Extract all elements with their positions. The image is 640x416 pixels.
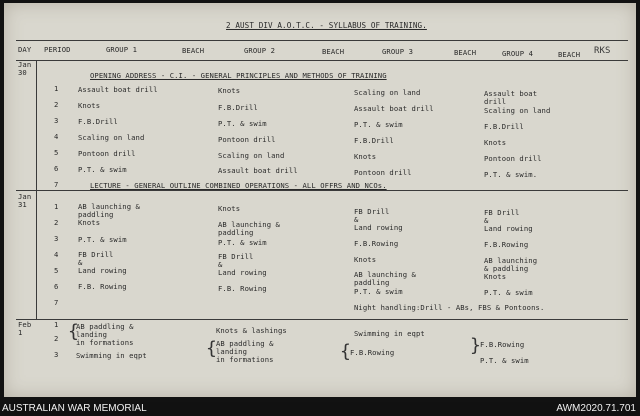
day1-g1-p5: Pontoon drill xyxy=(78,149,136,158)
day1-g3-p3: P.T. & swim xyxy=(354,120,403,129)
archive-footer-bar xyxy=(0,402,640,416)
day3-period-2: 2 xyxy=(54,334,59,343)
document-title: 2 AUST DIV A.O.T.C. - SYLLABUS OF TRAINING. xyxy=(226,21,427,30)
day-column-rule-1 xyxy=(36,60,37,190)
day3-period-1: 1 xyxy=(54,320,59,329)
footer-accession-number: AWM2020.71.701 xyxy=(556,403,636,414)
day3-g2-brace: { xyxy=(206,338,217,359)
header-beach-4: BEACH xyxy=(558,50,581,59)
day2-g3-p1-2: FB Drill & Land rowing xyxy=(354,207,403,232)
day1-g2-p1: Knots xyxy=(218,86,241,95)
day2-g4-p3: F.B.Rowing xyxy=(484,240,529,249)
day3-g3-p1: Swimming in eqpt xyxy=(354,329,425,338)
header-group-3: GROUP 3 xyxy=(382,47,413,56)
day2-g1-p1: AB launching & paddling xyxy=(78,202,140,219)
day2-period-7: 7 xyxy=(54,298,59,307)
day2-period-3: 3 xyxy=(54,234,59,243)
day1-g4-p3: F.B.Drill xyxy=(484,122,524,131)
day1-g4-p4: Knots xyxy=(484,138,507,147)
day1-g2-p4: Pontoon drill xyxy=(218,135,276,144)
day1-period-1: 1 xyxy=(54,84,59,93)
day2-period-2: 2 xyxy=(54,218,59,227)
header-top-rule xyxy=(16,40,628,41)
day2-g2-p1: Knots xyxy=(218,204,241,213)
day2-g4-p4: AB launching & paddling xyxy=(484,256,538,273)
day2-g1-p4-5: FB Drill & Land rowing xyxy=(78,250,127,275)
day2-period-4: 4 xyxy=(54,250,59,259)
day3-g3-p2-3: F.B.Rowing xyxy=(350,348,395,357)
day2-g3-p3: F.B.Rowing xyxy=(354,239,399,248)
day2-g4-p1-2: FB Drill & Land rowing xyxy=(484,208,533,233)
day1-period-6: 6 xyxy=(54,164,59,173)
day2-g4-p5: Knots xyxy=(484,272,507,281)
day-column-rule-2 xyxy=(36,190,37,320)
day-label-jan-31: Jan 31 xyxy=(18,192,32,209)
footer-institution: AUSTRALIAN WAR MEMORIAL xyxy=(2,403,147,414)
day1-g3-p2: Assault boat drill xyxy=(354,104,434,113)
day2-period-7-night-drill: Night handling:Drill - ABs, FBS & Pontoons. xyxy=(354,303,545,312)
document-sheet xyxy=(4,3,636,397)
header-beach-1: BEACH xyxy=(182,46,205,55)
day1-g3-p1: Scaling on land xyxy=(354,88,421,97)
day2-period-6: 6 xyxy=(54,282,59,291)
header-group-2: GROUP 2 xyxy=(244,46,275,55)
day3-g4-p3: P.T. & swim xyxy=(480,356,529,365)
day1-g4-p5: Pontoon drill xyxy=(484,154,542,163)
day3-g1-brace: { xyxy=(68,321,79,342)
header-beach-2: BEACH xyxy=(322,47,345,56)
day3-g3-brace: { xyxy=(340,341,351,362)
day1-g2-p3: P.T. & swim xyxy=(218,119,267,128)
day3-g1-p1-2: AB paddling & landing in formations xyxy=(76,322,134,347)
day2-period-1: 1 xyxy=(54,202,59,211)
day2-g2-p6: F.B. Rowing xyxy=(218,284,267,293)
day1-g1-p3: F.B.Drill xyxy=(78,117,118,126)
day1-g3-p4: F.B.Drill xyxy=(354,136,394,145)
day1-g1-p2: Knots xyxy=(78,101,101,110)
header-beach-3: BEACH xyxy=(454,48,477,57)
day1-g2-p2: F.B.Drill xyxy=(218,103,258,112)
day2-g4-p6: P.T. & swim xyxy=(484,288,533,297)
day1-g4-p1: Assault boat drill xyxy=(484,89,538,106)
day1-g3-p6: Pontoon drill xyxy=(354,168,412,177)
day1-lecture: LECTURE - GENERAL OUTLINE COMBINED OPERATIONS - ALL OFFRS AND NCOs. xyxy=(90,181,387,190)
header-day: DAY xyxy=(18,45,32,54)
day1-g2-p6: Assault boat drill xyxy=(218,166,298,175)
day2-bottom-rule xyxy=(16,319,628,320)
day1-period-7: 7 xyxy=(54,180,59,189)
day1-period-3: 3 xyxy=(54,116,59,125)
day1-g1-p4: Scaling on land xyxy=(78,133,145,142)
day3-g1-p3: Swimming in eqpt xyxy=(76,351,147,360)
day2-period-5: 5 xyxy=(54,266,59,275)
day-label-jan-30: Jan 30 xyxy=(18,60,32,77)
header-period: PERIOD xyxy=(44,45,71,54)
day2-g2-p4-5: FB Drill & Land rowing xyxy=(218,252,267,277)
day-label-feb-1: Feb 1 xyxy=(18,320,32,337)
day1-period-2: 2 xyxy=(54,100,59,109)
day1-g3-p5: Knots xyxy=(354,152,377,161)
day1-g2-p5: Scaling on land xyxy=(218,151,285,160)
header-group-1: GROUP 1 xyxy=(106,45,137,54)
day3-g2-p1: Knots & lashings xyxy=(216,326,287,335)
day1-banner: OPENING ADDRESS - C.I. - GENERAL PRINCIPLES AND METHODS OF TRAINING xyxy=(90,71,387,80)
day2-g2-p2: AB launching & paddling xyxy=(218,220,280,237)
day1-g1-p1: Assault boat drill xyxy=(78,85,158,94)
day3-g4-p1-2: F.B.Rowing xyxy=(480,340,525,349)
day1-g4-p2: Scaling on land xyxy=(484,106,551,115)
day2-g1-p3: P.T. & swim xyxy=(78,235,127,244)
day3-period-3: 3 xyxy=(54,350,59,359)
header-bottom-rule xyxy=(16,60,628,61)
day1-g1-p6: P.T. & swim xyxy=(78,165,127,174)
day1-g4-p6: P.T. & swim. xyxy=(484,170,538,179)
day3-g4-brace: } xyxy=(470,335,481,356)
day2-g1-p6: F.B. Rowing xyxy=(78,282,127,291)
day1-period-4: 4 xyxy=(54,132,59,141)
day1-bottom-rule xyxy=(16,190,628,191)
header-group-4: GROUP 4 xyxy=(502,49,533,58)
day1-period-5: 5 xyxy=(54,148,59,157)
stamp-mark: RKS xyxy=(594,46,611,56)
day2-g3-p4: Knots xyxy=(354,255,377,264)
day2-g3-p6: P.T. & swim xyxy=(354,287,403,296)
day3-g2-p2-3: AB paddling & landing in formations xyxy=(216,339,274,364)
day2-g1-p2: Knots xyxy=(78,218,101,227)
day2-g2-p3: P.T. & swim xyxy=(218,238,267,247)
day2-g3-p5: AB launching & paddling xyxy=(354,270,416,287)
